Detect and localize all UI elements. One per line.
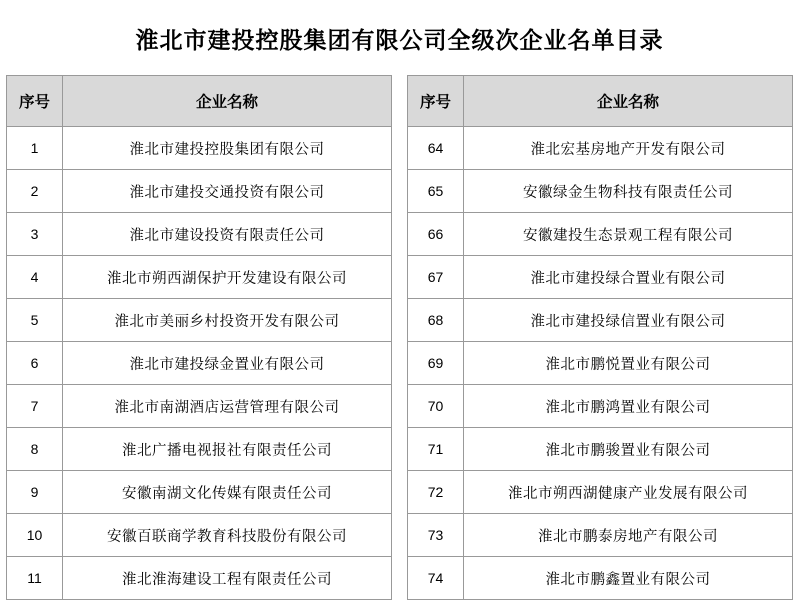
cell-index: 8 <box>7 428 63 471</box>
table-row <box>7 342 392 385</box>
cell-name: 淮北市建投交通投资有限公司 <box>63 170 392 213</box>
cell-index: 9 <box>7 471 63 514</box>
cell-name: 淮北淮海建设工程有限责任公司 <box>63 557 392 600</box>
cell-name: 淮北市鹏泰房地产有限公司 <box>464 514 793 557</box>
page-title: 淮北市建投控股集团有限公司全级次企业名单目录 <box>135 27 664 53</box>
cell-name: 淮北市建投绿金置业有限公司 <box>63 342 392 385</box>
cell-index: 3 <box>7 213 63 256</box>
cell-index: 70 <box>408 385 464 428</box>
column-header-index: 序号 <box>408 76 464 127</box>
table-row <box>408 127 793 170</box>
cell-index: 5 <box>7 299 63 342</box>
table-body-right <box>408 127 793 600</box>
cell-index: 74 <box>408 557 464 600</box>
table-row <box>408 170 793 213</box>
table-row <box>408 428 793 471</box>
table-header-row <box>408 76 793 127</box>
cell-name: 安徽百联商学教育科技股份有限公司 <box>63 514 392 557</box>
cell-index: 65 <box>408 170 464 213</box>
table-row <box>7 299 392 342</box>
cell-name: 淮北市鹏鸿置业有限公司 <box>464 385 793 428</box>
cell-name: 淮北宏基房地产开发有限公司 <box>464 127 793 170</box>
cell-index: 1 <box>7 127 63 170</box>
cell-name: 淮北市朔西湖保护开发建设有限公司 <box>63 256 392 299</box>
cell-index: 11 <box>7 557 63 600</box>
cell-index: 68 <box>408 299 464 342</box>
cell-name: 淮北广播电视报社有限责任公司 <box>63 428 392 471</box>
cell-name: 淮北市鹏悦置业有限公司 <box>464 342 793 385</box>
cell-index: 7 <box>7 385 63 428</box>
cell-index: 6 <box>7 342 63 385</box>
cell-name: 安徽南湖文化传媒有限责任公司 <box>63 471 392 514</box>
cell-name: 淮北市建投控股集团有限公司 <box>63 127 392 170</box>
cell-index: 73 <box>408 514 464 557</box>
cell-index: 67 <box>408 256 464 299</box>
enterprise-table-right <box>407 75 793 600</box>
table-row <box>7 471 392 514</box>
table-row <box>7 385 392 428</box>
table-row <box>408 385 793 428</box>
table-row <box>7 170 392 213</box>
cell-name: 淮北市鹏鑫置业有限公司 <box>464 557 793 600</box>
table-header-row <box>7 76 392 127</box>
table-body-left <box>7 127 392 600</box>
cell-name: 淮北市鹏骏置业有限公司 <box>464 428 793 471</box>
table-row <box>408 256 793 299</box>
cell-index: 4 <box>7 256 63 299</box>
cell-name: 淮北市建投绿信置业有限公司 <box>464 299 793 342</box>
cell-index: 64 <box>408 127 464 170</box>
cell-index: 66 <box>408 213 464 256</box>
column-header-index: 序号 <box>7 76 63 127</box>
cell-name: 安徽绿金生物科技有限责任公司 <box>464 170 793 213</box>
cell-index: 2 <box>7 170 63 213</box>
table-row <box>408 342 793 385</box>
cell-name: 淮北市美丽乡村投资开发有限公司 <box>63 299 392 342</box>
tables-container <box>6 75 793 600</box>
cell-index: 71 <box>408 428 464 471</box>
table-row <box>7 256 392 299</box>
cell-name: 淮北市南湖酒店运营管理有限公司 <box>63 385 392 428</box>
table-row <box>408 299 793 342</box>
cell-name: 淮北市建设投资有限责任公司 <box>63 213 392 256</box>
table-row <box>408 471 793 514</box>
cell-index: 10 <box>7 514 63 557</box>
table-row <box>7 557 392 600</box>
enterprise-table-left <box>6 75 392 600</box>
cell-name: 淮北市朔西湖健康产业发展有限公司 <box>464 471 793 514</box>
cell-name: 淮北市建投绿合置业有限公司 <box>464 256 793 299</box>
cell-index: 69 <box>408 342 464 385</box>
table-row <box>7 127 392 170</box>
table-row <box>408 514 793 557</box>
table-row <box>408 213 793 256</box>
column-header-name: 企业名称 <box>63 76 392 127</box>
table-row <box>408 557 793 600</box>
cell-name: 安徽建投生态景观工程有限公司 <box>464 213 793 256</box>
table-row <box>7 514 392 557</box>
cell-index: 72 <box>408 471 464 514</box>
table-row <box>7 213 392 256</box>
column-header-name: 企业名称 <box>464 76 793 127</box>
table-row <box>7 428 392 471</box>
